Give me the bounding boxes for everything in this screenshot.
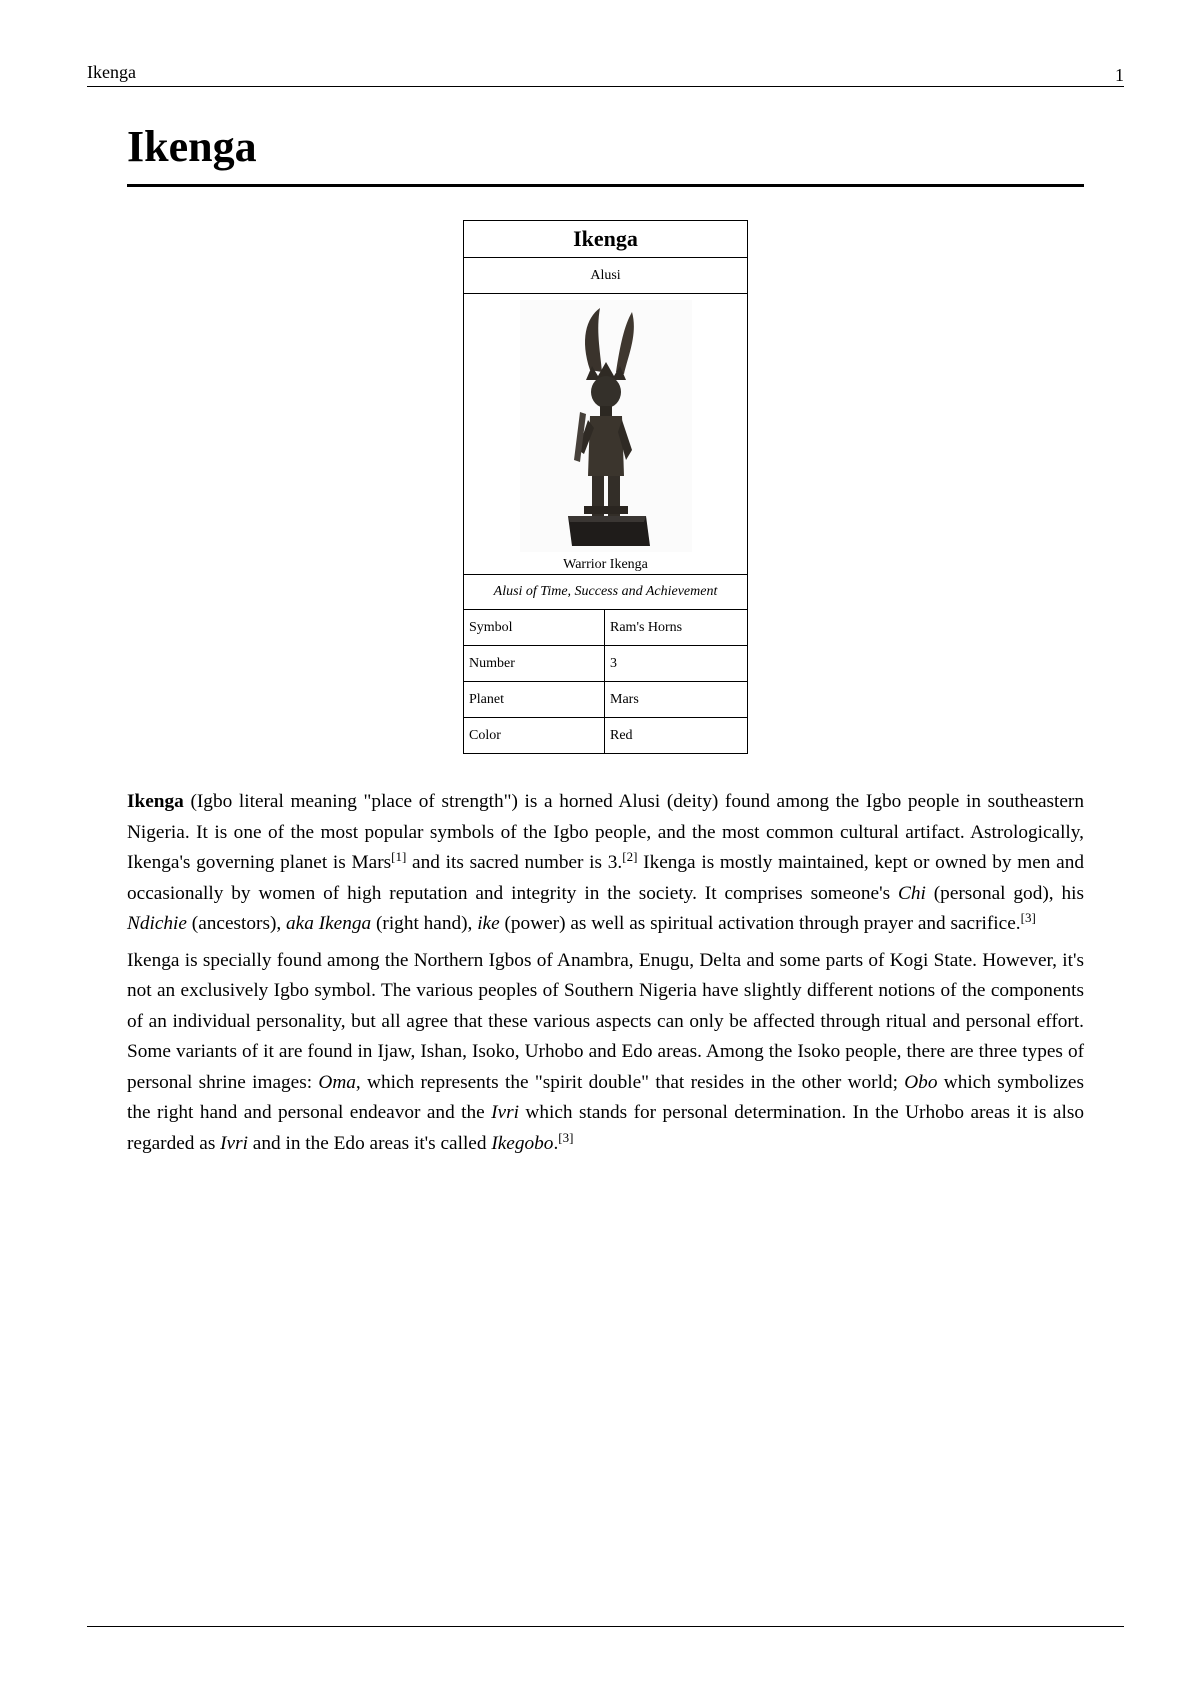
infobox-key: Color — [464, 718, 605, 754]
paragraph-distribution — [127, 946, 1084, 1160]
infobox-row — [464, 682, 748, 718]
paragraph-intro — [127, 787, 1084, 940]
citation-ref-3[interactable]: [3] — [558, 1129, 574, 1145]
infobox-role: Alusi of Time, Success and Achievement — [464, 575, 748, 610]
term-obo: Obo — [904, 1071, 938, 1093]
infobox-row — [464, 610, 748, 646]
infobox-key: Number — [464, 646, 605, 682]
infobox-value: Mars — [605, 682, 748, 718]
paragraph-text: which symbolizes the right hand and personal endeavor and the — [127, 1071, 1084, 1123]
term-ikegobo: Ikegobo — [491, 1132, 554, 1154]
infobox-key: Planet — [464, 682, 605, 718]
infobox-value: Ram's Horns — [605, 610, 748, 646]
article-body — [127, 787, 1084, 1165]
running-header — [87, 60, 1124, 87]
term-ivri: Ivri — [220, 1132, 248, 1154]
paragraph-text: and in the Edo areas it's called — [247, 1132, 492, 1154]
infobox-image-caption: Warrior Ikenga — [563, 557, 648, 572]
paragraph-text: (ancestors), — [186, 913, 287, 934]
infobox-row — [464, 646, 748, 682]
lead-term: Ikenga — [127, 791, 184, 812]
infobox-image-cell — [464, 294, 748, 575]
term-ike: ike — [477, 913, 500, 934]
paragraph-text: which stands for personal determination. In the Urhobo areas it is also regarded as — [127, 1102, 1084, 1154]
article-title: Ikenga — [127, 118, 1084, 187]
infobox-row — [464, 718, 748, 754]
citation-ref-1[interactable]: [1] — [391, 849, 407, 864]
infobox-value: Red — [605, 718, 748, 754]
infobox-subtitle: Alusi — [464, 258, 748, 294]
term-chi: Chi — [898, 882, 926, 904]
paragraph-text: and its sacred number is 3. — [406, 852, 623, 873]
paragraph-text: (personal god), his — [925, 882, 1084, 904]
footer-rule — [87, 1626, 1124, 1627]
infobox-value: 3 — [605, 646, 748, 682]
ikenga-statue-image[interactable] — [520, 300, 692, 552]
term-oma: Oma — [318, 1071, 356, 1093]
citation-ref-3[interactable]: [3] — [1020, 910, 1036, 925]
citation-ref-2[interactable]: [2] — [622, 849, 638, 864]
running-header-title: Ikenga — [87, 62, 136, 82]
term-ndichie: Ndichie — [127, 913, 187, 934]
paragraph-text: (Igbo literal meaning "place of strength") is a horned Alusi (deity) found among the Igbo people in southeastern Nigeria. It is one of the most popular symbols of the Igbo people, and the most common cultural artifact. Astrologically, Ikenga's governing planet is Mars — [127, 791, 1084, 873]
infobox-title: Ikenga — [464, 221, 748, 258]
page-number: 1 — [1115, 65, 1124, 85]
infobox-key: Symbol — [464, 610, 605, 646]
paragraph-text: (right hand), — [371, 913, 478, 934]
paragraph-text: Ikenga is mostly maintained, kept or owned by men and occasionally by women of high reputation and integrity in the society. It comprises someone's — [127, 852, 1085, 904]
paragraph-text: Ikenga is specially found among the Northern Igbos of Anambra, Enugu, Delta and some parts of Kogi State. However, it's not an exclusively Igbo symbol. The various peoples of Southern Nigeria have slightly different notions of the components of an individual personality, but all agree that these various aspects can only be affected through ritual and personal effort. Some variants of it are found in Ijaw, Ishan, Isoko, Urhobo and Edo areas. Among the Isoko people, there are three types of personal shrine images: — [127, 949, 1084, 1093]
paragraph-text: . — [553, 1132, 559, 1154]
paragraph-text: (power) as well as spiritual activation through prayer and sacrifice. — [499, 913, 1021, 934]
term-aka-ikenga: aka Ikenga — [286, 913, 372, 934]
infobox — [463, 220, 748, 754]
term-ivri: Ivri — [491, 1102, 519, 1123]
paragraph-text: , which represents the "spirit double" that resides in the other world; — [355, 1071, 905, 1093]
